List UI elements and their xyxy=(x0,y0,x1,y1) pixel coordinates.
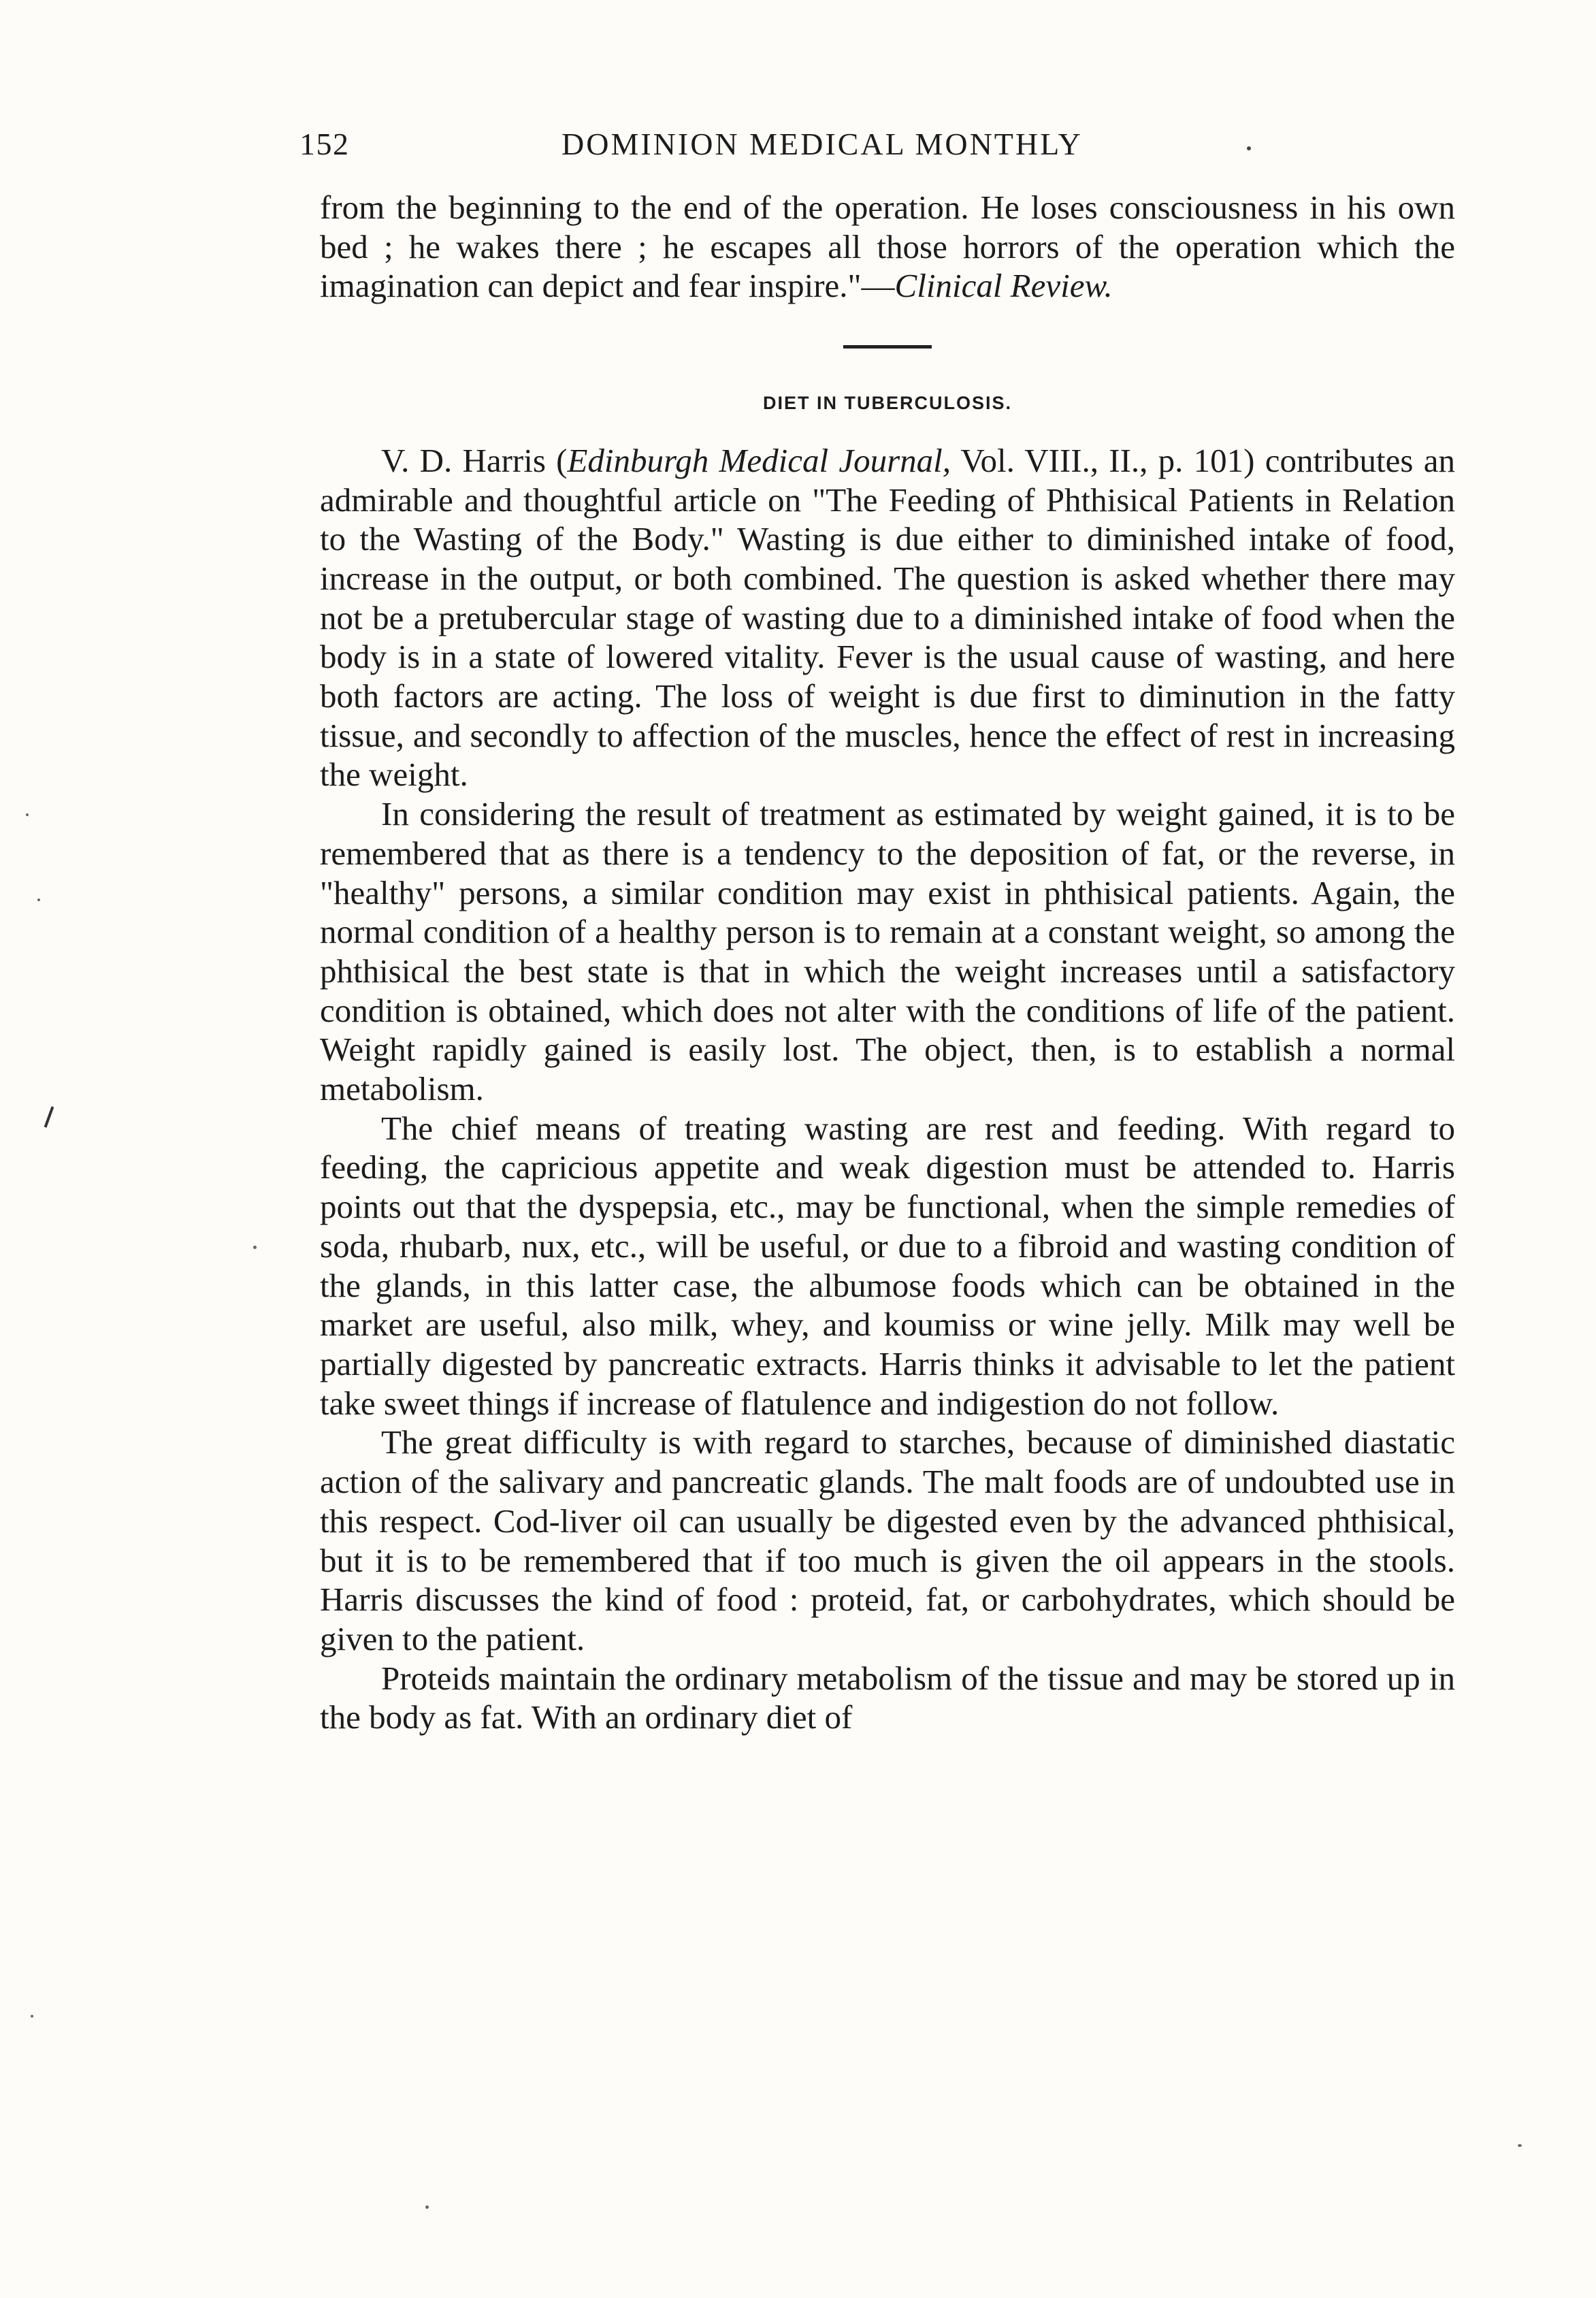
paragraph-1-start: V. D. Harris ( xyxy=(381,441,568,479)
scan-speck xyxy=(253,1246,257,1249)
scan-mark xyxy=(44,1106,54,1127)
scan-speck xyxy=(26,813,29,816)
journal-title: DOMINION MEDICAL MONTHLY xyxy=(561,127,1083,161)
paragraph-3: The chief means of treating wasting are rest and feeding. With regard to feeding, the capricious appetite and weak digestion must be attended to. Harris points out that the dyspepsia, etc., may be functional, when the simple remedies of soda, rhubarb, nux, etc., will be useful, or due to a fibroid and wasting condition of the glands, in this latter case, the albumose foods which can be obtained in the market are useful, also milk, whey, and koumiss or wine jelly. Milk may well be partially digested by pancreatic extracts. Harris thinks it advisable to let the patient take sweet things if increase of flatulence and indigestion do not follow. xyxy=(320,1109,1455,1422)
page-number: 152 xyxy=(299,127,350,161)
continued-paragraph-text: from the beginning to the end of the operation. He loses consciousness in his own bed ; he wakes there ; he escapes all those horrors of the operation which the imagination can depict and fear inspire."— xyxy=(320,189,1455,305)
section-heading: DIET IN TUBERCULOSIS. xyxy=(762,393,1012,414)
citation-source: Clinical Review. xyxy=(894,267,1113,305)
paragraph-4: The great difficulty is with regard to starches, because of diminished diastatic action of the salivary and pancreatic glands. The malt foods are of undoubted use in this respect. Cod-liver oil can usually be digested even by the advanced phthisical, but it is to be remembered that if too much is given the oil appears in the stools. Harris discusses the kind of food : proteid, fat, or carbohydrates, which should be given to the patient. xyxy=(320,1423,1455,1657)
continued-paragraph xyxy=(320,188,1455,306)
paragraph-5: Proteids maintain the ordinary metabolism of the tissue and may be stored up in the body as fat. With an ordinary diet of xyxy=(320,1659,1455,1736)
article-body xyxy=(320,188,1455,1737)
scan-speck xyxy=(31,2015,33,2018)
scan-speck xyxy=(425,2205,429,2209)
section-divider xyxy=(843,345,932,349)
header-dot-mark xyxy=(1247,146,1251,150)
running-head xyxy=(299,126,1455,174)
paragraph-2: In considering the result of treatment as estimated by weight gained, it is to be remembered that as there is a tendency to the deposition of fat, or the reverse, in "healthy" persons, a similar condition may exist in phthisical patients. Again, the normal condition of a healthy person is to remain at a constant weight, so among the phthisical the best state is that in which the weight increases until a satisfactory condition is obtained, which does not alter with the conditions of life of the patient. Weight rapidly gained is easily lost. The object, then, is to establish a normal metabolism. xyxy=(320,795,1455,1108)
paragraph-1 xyxy=(320,441,1455,794)
paragraph-1-rest: Vol. VIII., II., p. 101) contributes an admirable and thoughtful article on "The Feeding of Phthisical Patients in Relation to the Wasting of the Body." Wasting is due either to diminished intake of food, increase in the output, or both combined. The question is asked whether there may not be a pretubercular stage of wasting due to a diminished intake of food when the body is in a state of lowered vitality. Fever is the usual cause of wasting, and here both factors are acting. The loss of weight is due first to diminution in the fatty tissue, and secondly to affection of the muscles, hence the effect of rest in increasing the weight. xyxy=(320,441,1455,794)
page xyxy=(299,126,1455,1737)
journal-citation: Edinburgh Medical Journal, xyxy=(567,441,951,479)
scan-speck xyxy=(37,899,40,901)
scan-speck xyxy=(1518,2144,1522,2147)
